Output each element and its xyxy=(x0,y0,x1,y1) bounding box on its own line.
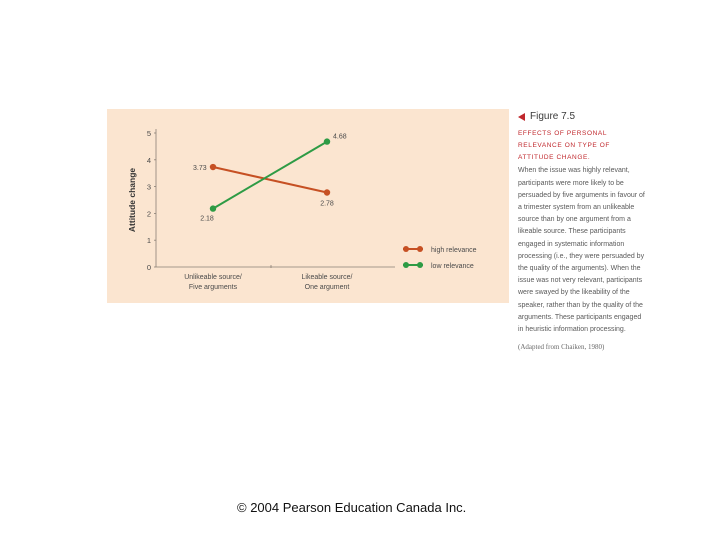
figure-description: When the issue was highly relevant, participants were more likely to be persuaded by five arguments in favour of a trimester system from an unlikeable source than by one argument from a likeable source. These participants engaged in systematic information processing (i.e., they were persuaded by the quality of the arguments). When the issue was not very relevant, participants were swayed by the likeability of the speaker, rather than by the quality of the arguments. These participants engaged in heuristic information processing. xyxy=(518,167,645,334)
x-category-label: Likeable source/ xyxy=(301,274,353,281)
legend-marker xyxy=(403,262,409,268)
y-tick-label: 1 xyxy=(146,236,151,246)
legend-marker xyxy=(403,246,409,252)
x-category-label: One argument xyxy=(304,284,350,291)
y-tick-label: 4 xyxy=(146,155,151,165)
legend-marker xyxy=(417,246,423,252)
data-label: 2.78 xyxy=(320,200,334,208)
copyright-footer: © 2004 Pearson Education Canada Inc. xyxy=(237,500,467,515)
series-line-high-relevance xyxy=(213,167,327,192)
data-label: 4.68 xyxy=(333,133,347,141)
data-label: 2.18 xyxy=(200,215,214,223)
x-category-label: Five arguments xyxy=(188,284,238,291)
y-tick-label: 5 xyxy=(146,129,151,138)
attitude-change-chart xyxy=(107,109,509,303)
data-point xyxy=(324,189,330,195)
figure-title: EFFECTS OF PERSONAL RELEVANCE ON TYPE OF ATTITUDE CHANGE. xyxy=(518,130,610,161)
y-tick-label: 3 xyxy=(146,182,151,192)
legend-label: low relevance xyxy=(431,263,474,270)
figure-number: Figure 7.5 xyxy=(530,110,576,122)
figure-caption xyxy=(518,110,646,353)
legend-marker xyxy=(417,262,423,268)
figure-source: (Adapted from Chaiken, 1980) xyxy=(518,343,605,352)
series-line-low-relevance xyxy=(213,142,327,209)
data-label: 3.73 xyxy=(193,165,207,173)
data-point xyxy=(324,138,330,144)
data-point xyxy=(210,205,216,211)
chart-panel xyxy=(107,109,509,303)
y-axis-title: Attitude change xyxy=(127,167,137,233)
figure-heading xyxy=(518,110,646,124)
x-category-label: Unlikeable source/ xyxy=(184,274,242,281)
y-tick-label: 2 xyxy=(146,209,151,219)
legend-label: high relevance xyxy=(431,247,477,254)
data-point xyxy=(210,164,216,170)
figure-arrow-icon xyxy=(518,113,525,121)
y-tick-label: 0 xyxy=(146,263,151,272)
